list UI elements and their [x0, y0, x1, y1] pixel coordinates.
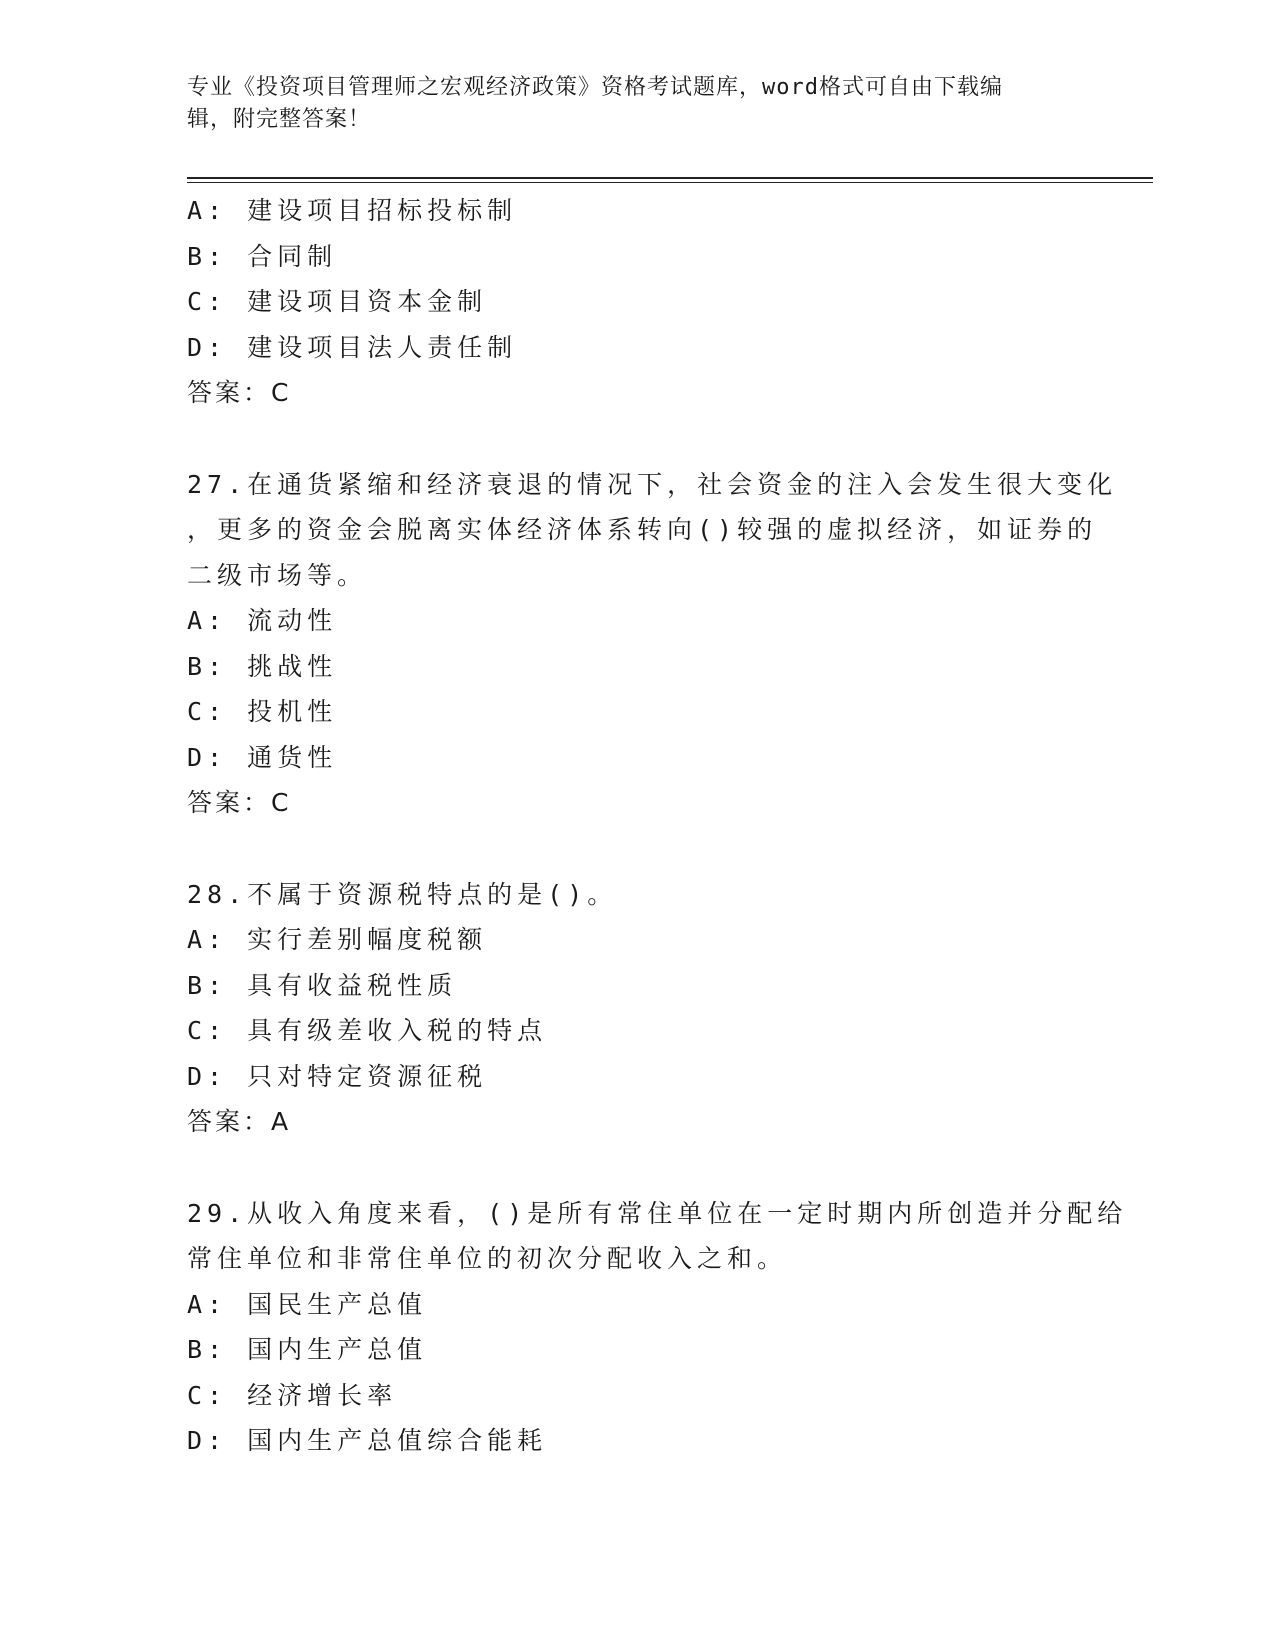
option-d: D: 只对特定资源征税 — [187, 1061, 488, 1091]
question-title-line: 27.在通货紧缩和经济衰退的情况下，社会资金的注入会发生很大变化 — [187, 469, 1118, 499]
option-d: D: 国内生产总值综合能耗 — [187, 1426, 548, 1455]
option-c: C: 经济增长率 — [187, 1380, 398, 1410]
option-b: B: 国内生产总值 — [187, 1335, 428, 1364]
option-a: A: 建设项目招标投标制 — [187, 196, 518, 225]
option-c: C: 投机性 — [187, 697, 338, 726]
option-c: C: 建设项目资本金制 — [187, 287, 488, 316]
option-d: D: 通货性 — [187, 742, 338, 772]
question-spacer — [187, 826, 1087, 872]
question-content — [187, 188, 1128, 1464]
option-c: C: 具有级差收入税的特点 — [187, 1016, 548, 1045]
question-spacer — [187, 1145, 1087, 1191]
question-title-line: 29.从收入角度来看，()是所有常住单位在一定时期内所创造并分配给 — [187, 1198, 1128, 1228]
option-d: D: 建设项目法人责任制 — [187, 332, 518, 362]
option-b: B: 合同制 — [187, 241, 338, 271]
question-spacer — [187, 416, 1087, 462]
question-27 — [187, 462, 1118, 826]
answer-text: 答案：C — [187, 378, 292, 407]
document-header — [187, 72, 1087, 136]
option-a: A: 实行差别幅度税额 — [187, 925, 488, 954]
question-28 — [187, 872, 1087, 1145]
header-line-2: 辑，附完整答案！ — [187, 107, 372, 132]
option-b: B: 具有收益税性质 — [187, 970, 458, 1000]
header-line-1: 专业《投资项目管理师之宏观经济政策》资格考试题库，word格式可自由下载编 — [187, 75, 1003, 100]
question-title-line: 常住单位和非常住单位的初次分配收入之和。 — [187, 1244, 788, 1273]
question-title-line: ，更多的资金会脱离实体经济体系转向()较强的虚拟经济，如证券的 — [187, 515, 1098, 544]
question-title-line: 二级市场等。 — [187, 560, 368, 590]
header-divider — [187, 177, 1153, 183]
option-a: A: 流动性 — [187, 606, 338, 635]
option-a: A: 国民生产总值 — [187, 1289, 428, 1319]
option-b: B: 挑战性 — [187, 651, 338, 681]
question-29 — [187, 1191, 1128, 1464]
question-26 — [187, 188, 1087, 416]
answer-text: 答案：C — [187, 788, 292, 817]
question-title-line: 28.不属于资源税特点的是()。 — [187, 879, 618, 909]
answer-text: 答案：A — [187, 1107, 292, 1136]
